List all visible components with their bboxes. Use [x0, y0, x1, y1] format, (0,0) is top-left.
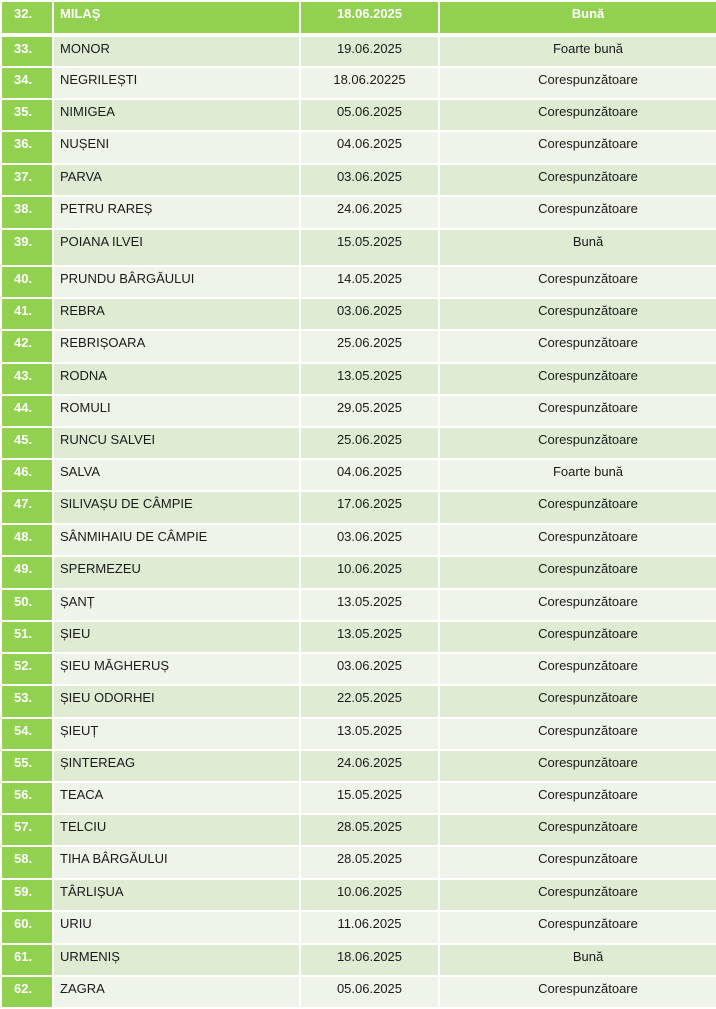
date-cell: 15.05.2025 [300, 782, 439, 814]
status-cell: Corespunzătoare [439, 653, 716, 685]
locality-name: PETRU RAREȘ [53, 196, 300, 229]
table-row [1, 782, 716, 814]
table-row [1, 621, 716, 653]
table-row [1, 395, 716, 427]
row-number: 60. [1, 911, 53, 944]
status-cell: Corespunzătoare [439, 427, 716, 459]
status-cell: Corespunzătoare [439, 363, 716, 395]
locality-name: ȘIEU [53, 621, 300, 653]
table-body [1, 1, 716, 1008]
date-cell: 03.06.2025 [300, 298, 439, 330]
locality-name: POIANA ILVEI [53, 229, 300, 266]
date-cell: 03.06.2025 [300, 164, 439, 196]
locality-name: ȘANȚ [53, 589, 300, 621]
status-cell: Bună [439, 229, 716, 266]
row-number: 47. [1, 491, 53, 524]
table-row [1, 459, 716, 491]
date-cell: 25.06.2025 [300, 330, 439, 363]
date-cell: 18.06.2025 [300, 944, 439, 976]
locality-name: PRUNDU BÂRGĂULUI [53, 266, 300, 298]
locality-name: RODNA [53, 363, 300, 395]
locality-name: NUȘENI [53, 131, 300, 164]
date-cell: 14.05.2025 [300, 266, 439, 298]
table-row [1, 589, 716, 621]
locality-name: TEACA [53, 782, 300, 814]
status-cell: Foarte bună [439, 35, 716, 67]
date-cell: 05.06.2025 [300, 976, 439, 1008]
table-row [1, 653, 716, 685]
row-number: 43. [1, 363, 53, 395]
table-row [1, 718, 716, 750]
date-cell: 24.06.2025 [300, 750, 439, 782]
locality-name: ZAGRA [53, 976, 300, 1008]
locality-name: PARVA [53, 164, 300, 196]
locality-name: NIMIGEA [53, 99, 300, 131]
row-number: 50. [1, 589, 53, 621]
date-cell: 15.05.2025 [300, 229, 439, 266]
table-row [1, 67, 716, 99]
row-number: 45. [1, 427, 53, 459]
table-row [1, 750, 716, 782]
row-number: 33. [1, 35, 53, 67]
date-cell: 13.05.2025 [300, 718, 439, 750]
row-number: 49. [1, 556, 53, 589]
locality-name: RUNCU SALVEI [53, 427, 300, 459]
table-row [1, 427, 716, 459]
date-cell: 04.06.2025 [300, 131, 439, 164]
status-cell: Corespunzătoare [439, 266, 716, 298]
locality-name: URIU [53, 911, 300, 944]
table-row [1, 196, 716, 229]
date-cell: 03.06.2025 [300, 653, 439, 685]
status-cell: Corespunzătoare [439, 524, 716, 556]
table-row [1, 330, 716, 363]
row-number: 46. [1, 459, 53, 491]
locality-name: TIHA BÂRGĂULUI [53, 846, 300, 879]
table-row [1, 524, 716, 556]
table-row [1, 879, 716, 911]
locality-name: REBRA [53, 298, 300, 330]
table-row [1, 131, 716, 164]
status-cell: Corespunzătoare [439, 196, 716, 229]
status-cell: Corespunzătoare [439, 976, 716, 1008]
row-number: 37. [1, 164, 53, 196]
status-cell: Corespunzătoare [439, 685, 716, 718]
date-cell: 13.05.2025 [300, 621, 439, 653]
date-cell: 18.06.20225 [300, 67, 439, 99]
date-cell: 28.05.2025 [300, 846, 439, 879]
row-number: 35. [1, 99, 53, 131]
locality-name: MONOR [53, 35, 300, 67]
table-row [1, 35, 716, 67]
date-cell: 29.05.2025 [300, 395, 439, 427]
status-cell: Corespunzătoare [439, 814, 716, 846]
status-cell: Corespunzătoare [439, 589, 716, 621]
locality-name: ȘIEUȚ [53, 718, 300, 750]
locality-name: ȘINTEREAG [53, 750, 300, 782]
table-row [1, 944, 716, 976]
status-cell: Corespunzătoare [439, 99, 716, 131]
status-cell: Corespunzătoare [439, 846, 716, 879]
status-cell: Corespunzătoare [439, 131, 716, 164]
table-row [1, 229, 716, 266]
status-cell: Corespunzătoare [439, 164, 716, 196]
row-number: 51. [1, 621, 53, 653]
locality-name: NEGRILEȘTI [53, 67, 300, 99]
date-cell: 03.06.2025 [300, 524, 439, 556]
status-cell: Corespunzătoare [439, 911, 716, 944]
locality-name: ROMULI [53, 395, 300, 427]
status-cell: Corespunzătoare [439, 67, 716, 99]
row-number: 36. [1, 131, 53, 164]
date-cell: 22.05.2025 [300, 685, 439, 718]
locality-name: MILAȘ [53, 1, 300, 35]
table-row [1, 491, 716, 524]
date-cell: 19.06.2025 [300, 35, 439, 67]
date-cell: 24.06.2025 [300, 196, 439, 229]
table-row [1, 685, 716, 718]
status-cell: Corespunzătoare [439, 750, 716, 782]
status-cell: Bună [439, 944, 716, 976]
table-row [1, 911, 716, 944]
status-cell: Corespunzătoare [439, 491, 716, 524]
date-cell: 10.06.2025 [300, 879, 439, 911]
table-row [1, 1, 716, 35]
table-row [1, 266, 716, 298]
table-row [1, 164, 716, 196]
table-row [1, 976, 716, 1008]
locality-name: ȘIEU MĂGHERUȘ [53, 653, 300, 685]
locality-name: SALVA [53, 459, 300, 491]
row-number: 57. [1, 814, 53, 846]
date-cell: 28.05.2025 [300, 814, 439, 846]
date-cell: 11.06.2025 [300, 911, 439, 944]
row-number: 48. [1, 524, 53, 556]
row-number: 54. [1, 718, 53, 750]
locality-name: TÂRLIȘUA [53, 879, 300, 911]
locality-name: SPERMEZEU [53, 556, 300, 589]
row-number: 53. [1, 685, 53, 718]
table-row [1, 814, 716, 846]
locality-name: TELCIU [53, 814, 300, 846]
date-cell: 13.05.2025 [300, 363, 439, 395]
locality-name: URMENIȘ [53, 944, 300, 976]
date-cell: 05.06.2025 [300, 99, 439, 131]
date-cell: 18.06.2025 [300, 1, 439, 35]
status-cell: Corespunzătoare [439, 879, 716, 911]
row-number: 42. [1, 330, 53, 363]
date-cell: 04.06.2025 [300, 459, 439, 491]
table-row [1, 363, 716, 395]
locality-name: SILIVAȘU DE CÂMPIE [53, 491, 300, 524]
row-number: 40. [1, 266, 53, 298]
status-cell: Corespunzătoare [439, 782, 716, 814]
row-number: 44. [1, 395, 53, 427]
row-number: 38. [1, 196, 53, 229]
date-cell: 25.06.2025 [300, 427, 439, 459]
row-number: 62. [1, 976, 53, 1008]
status-cell: Corespunzătoare [439, 718, 716, 750]
locality-name: REBRIȘOARA [53, 330, 300, 363]
row-number: 58. [1, 846, 53, 879]
date-cell: 17.06.2025 [300, 491, 439, 524]
table-row [1, 298, 716, 330]
status-cell: Foarte bună [439, 459, 716, 491]
table-row [1, 99, 716, 131]
row-number: 32. [1, 1, 53, 35]
row-number: 34. [1, 67, 53, 99]
status-cell: Corespunzătoare [439, 330, 716, 363]
row-number: 59. [1, 879, 53, 911]
row-number: 61. [1, 944, 53, 976]
date-cell: 13.05.2025 [300, 589, 439, 621]
table-row [1, 556, 716, 589]
row-number: 52. [1, 653, 53, 685]
locality-name: ȘIEU ODORHEI [53, 685, 300, 718]
status-cell: Corespunzătoare [439, 556, 716, 589]
status-cell: Corespunzătoare [439, 395, 716, 427]
row-number: 41. [1, 298, 53, 330]
status-cell: Corespunzătoare [439, 621, 716, 653]
row-number: 56. [1, 782, 53, 814]
table-row [1, 846, 716, 879]
status-cell: Corespunzătoare [439, 298, 716, 330]
locality-name: SÂNMIHAIU DE CÂMPIE [53, 524, 300, 556]
row-number: 55. [1, 750, 53, 782]
status-cell: Bună [439, 1, 716, 35]
date-cell: 10.06.2025 [300, 556, 439, 589]
row-number: 39. [1, 229, 53, 266]
